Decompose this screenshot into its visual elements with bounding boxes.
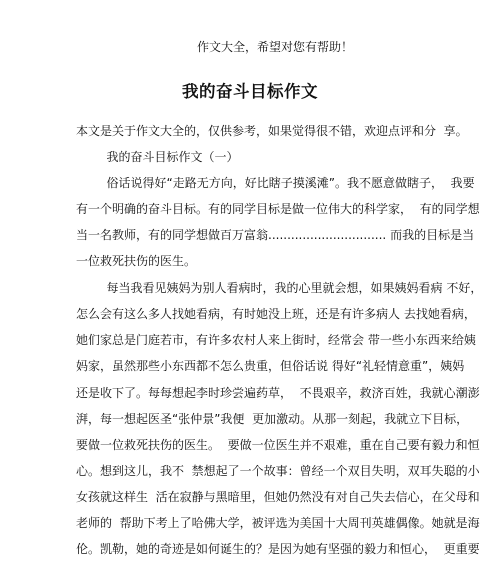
paragraph-line: 妈家，虽然那些小东西都不怎么贵重，但俗话说 得好“礼轻情意重”，姨妈 <box>76 359 465 373</box>
paragraph-line: 湃，每一想起医圣“张仲景”我便 更加激动。从那一刻起，我就立下目标， <box>76 412 469 426</box>
paragraph-line: 还是收下了。每每想起李时珍尝遍药草， 不畏艰辛，救济百姓，我就心潮澎 <box>76 386 480 400</box>
paragraph-line: 老师的 帮助下考上了哈佛大学，被评选为美国十大周刊英雄偶像。她就是海 <box>76 516 480 530</box>
paragraph-line: 有一个明确的奋斗目标。有的同学目标是做一位伟大的科学家， 有的同学想 <box>76 202 480 216</box>
paragraph-line: 要做一位救死扶伤的医生。 要做一位医生并不艰难，重在自己要有毅力和恒 <box>76 438 480 452</box>
paragraph-line: 俗话说得好“走路无方向，好比瞎子摸溪滩”。我不愿意做瞎子， 我要 <box>76 176 475 190</box>
paragraph-line: 一位救死扶伤的医生。 <box>76 254 197 268</box>
paragraph-line: 她们家总是门庭若市，有许多农村人来上街时，经常会 带一些小东西来给姨 <box>76 333 476 347</box>
paragraph-line: 女孩就这样生 活在寂静与黑暗里，但她仍然没有对自己失去信心，在父母和 <box>76 490 480 504</box>
intro-line: 本文是关于作文大全的，仅供参考，如果觉得很不错，欢迎点评和分 享。 <box>76 124 468 138</box>
paragraph-line: 伦。凯勒，她的奇迹是如何诞生的？是因为她有坚强的毅力和恒心， 更重要 <box>76 542 480 556</box>
page-header: 作文大全，希望对您有帮助！ <box>196 40 353 54</box>
paragraph-line: 每当我看见姨妈为别人看病时，我的心里就会想，如果姨妈看病 不好， <box>76 281 483 295</box>
paragraph-line: 怎么会有这么多人找她看病，有时她没上班，还是有许多病人 去找她看病， <box>76 307 476 321</box>
article-title: 我的奋斗目标作文 <box>182 82 318 101</box>
paragraph-line: 当一名教师，有的同学想做百万富翁............................... 而我的目标是当 <box>76 228 475 242</box>
paragraph-line: 心。想到这儿，我不 禁想起了一个故事：曾经一个双目失明，双耳失聪的小 <box>76 464 480 478</box>
section-heading: 我的奋斗目标作文（一） <box>76 150 239 164</box>
